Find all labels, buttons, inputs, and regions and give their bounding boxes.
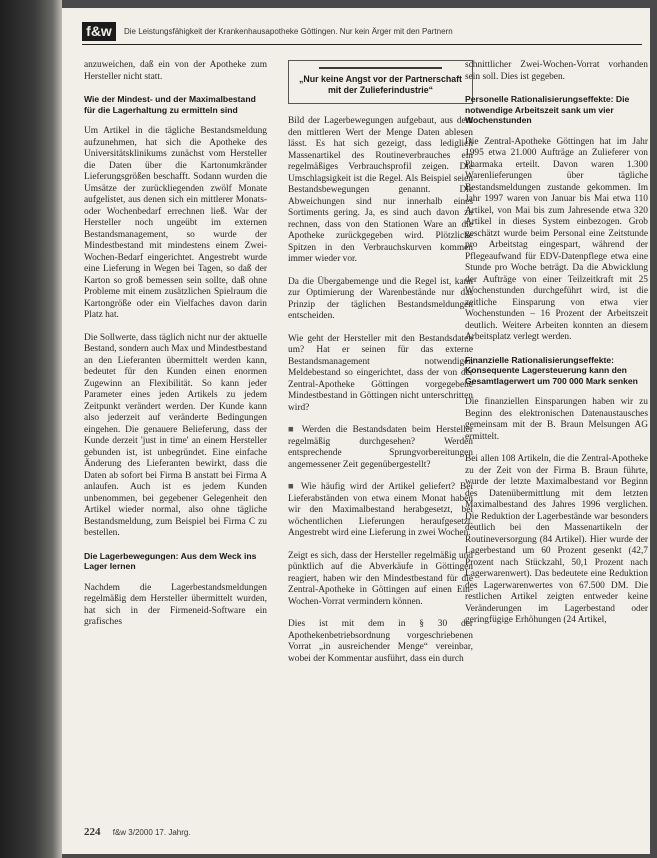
- page-number: 224: [84, 826, 101, 838]
- col3-paragraph-1: Die Zentral-Apotheke Göttingen hat im Jahr 1995 etwa 21.000 Aufträge an Zulieferer von Pharmaka erteilt. Davon waren 1.300 Warenlieferungen über tägliche Bestandsmeldungen zustande gekommen. Im Jahr 1997 waren von Januar bis Mai etwa 110 Artikel, von Mai bis zum Jahresende etwa 320 Artikel in dieses System einbezogen. Grob geschätzt wurde beim Personal eine Zeitstunde pro Arbeitstag eingespart, während der Pflegeaufwand für EDV-Datenpflege etwa eine Stunde pro Woche beträgt. Da die Abwicklung der Aufträge von einer Teilzeitkraft mit 25 Wochenstunden durchgeführt wird, ist die zeitliche Einsparung von etwa vier Wochenstunden – 16 Prozent der Arbeitszeit deutlich. Weitere Arbeiten konnten an diesem Arbeitsplatz verlegt werden.: [465, 136, 648, 342]
- col3-paragraph-0: schnittlicher Zwei-Wochen-Vorrat vorhanden sein soll. Dies ist gegeben.: [465, 60, 648, 82]
- pull-quote-rule: [319, 67, 442, 69]
- col3-paragraph-3: Bei allen 108 Artikeln, die die Zentral-Apotheke zu der Zeit von der Firma B. Braun führte, wurde der letzte Maximalbestand vor Beginn des Datenübermittlung mit dem letzten Maximalbestand des Jahres 1996 verglichen. Die Reduktion der Lagerbestände war besonders deutlich bei den Massenartikeln der Routineversorgung (84 Artikel). Hier wurde der Lagerbestand um 60 Prozent gesenkt (42,7 Prozent nach Stückzahl, 50,1 Prozent nach Lagerwarenwert). Das bedeutete eine Reduktion des Lagerwarenwertes von 67.500 DM. Die restlichen Artikel zeigten entweder keine Veränderungen im Lagerbestand oder geringfügige Erhöhungen (24 Artikel,: [465, 454, 648, 625]
- magazine-logo: f&w: [82, 22, 116, 41]
- column-2: [288, 60, 473, 676]
- col1-heading-2: Die Lagerbewegungen: Aus dem Weck ins Lager lernen: [84, 550, 257, 571]
- col2-bullet-1-text: Werden die Bestandsdaten beim Hersteller regelmäßig durchgesehen? Werden entsprechende Sprungvorbereitungen angemessener Zeit gegenübergestellt?: [288, 425, 473, 470]
- pull-quote-text: „Nur keine Angst vor der Partnerschaft mit der Zulieferindustrie“: [299, 74, 462, 95]
- col1-heading-1: Wie der Mindest- und der Maximalbestand für die Lagerhaltung zu ermitteln sind: [84, 94, 256, 115]
- col2-bullet-2: [288, 482, 473, 540]
- col1-intro: anzuweichen, daß ein von der Apotheke zum Hersteller nicht statt.: [84, 60, 267, 82]
- column-1: [84, 60, 267, 640]
- page-footer: [84, 826, 484, 838]
- bullet-icon: ■: [288, 425, 302, 435]
- col1-paragraph-3: Nachdem die Lagerbestandsmeldungen regelmäßig dem Hersteller übermittelt wurden, hat sich in der Firmeneid-Software ein grafisches: [84, 582, 267, 627]
- magazine-page: [62, 8, 650, 854]
- issue-info: f&w 3/2000 17. Jahrg.: [112, 828, 191, 837]
- bullet-icon: ■: [288, 482, 301, 492]
- col1-paragraph-1: Um Artikel in die tägliche Bestandsmeldung aufzunehmen, hat sich die Apotheke des Universitätsklinikums zunächst vom Hersteller die Daten über die Kartonumkränder Lieferungsgrößen beschafft. Sodann wurden die Umsätze der zurückliegenden zwölf Monate aufgelistet, aus denen sich ein mittlerer Monats- oder Wochenbedarf errechnen ließ. War der Hersteller noch ungeübt im externen Bestandsmanagement, so wurde der Mindestbestand mit mindestens einem Zwei-Wochen-Bedarf eingerichtet. Angestrebt wurde eine Lieferung in Wegen bei Tagen, so daß der Karton so groß bemessen sein sollte, daß ohne Probleme mit einem zusätzlichen Spielraum die Kartongröße oder ein Vielfaches davon darin Platz hat.: [84, 126, 267, 320]
- pull-quote-box: [288, 60, 473, 104]
- col3-heading-1: Personelle Rationalisierungseffekte: Die notwendige Arbeitszeit sank um vier Wochenstunden: [465, 94, 630, 125]
- col3-paragraph-2: Die finanziellen Einsparungen haben wir zu Beginn des elektronischen Datenaustausches gemeinsam mit der B. Braun Melsungen AG ermittelt.: [465, 397, 648, 442]
- col2-paragraph-1: Bild der Lagerbewegungen aufgebaut, aus dem den mittleren Wert der Menge Daten ablesen lässt. Es hat sich gezeigt, dass lediglich Massenartikel des Routineverbrauches ein regelmäßiges Verbrauchsprofil zeigen. Die Umschlagsigkeit ist die Regel. Als Beispiel seien Bestandsbewegungen genannt. Die Abweichungen sind nur innerhalb eines Sortiments gering. Ja, es sind auch davon zu rechnen, dass von den Stationen Ware an die Apotheke zurückgegeben wird. Plötzliche Spitzen in den Verbrauchskurven kommen immer wieder vor.: [288, 116, 473, 264]
- column-3: [465, 60, 648, 638]
- book-spine-shadow: [0, 0, 62, 858]
- col2-bullet-1: [288, 425, 473, 471]
- col1-paragraph-2: Die Sollwerte, dass täglich nicht nur der aktuelle Bestand, sondern auch Max und Mindestbestand an den Lieferanten übermittelt werden kann, bedeutet für den Kunden einen enormen Zugewinn an Flexibilität. So kann jeder Parameter eines jeden Artikels zu jedem Zeitpunkt verändert werden. Der Kunde kann also jederzeit auf veränderte Bedingungen eingehen. Die genauere Belieferung, dass der Kunde derzeit 'just in time' an einem Hersteller gebunden ist, ist unbegründet. Eine einfache Änderung des Lieferanten bewirkt, dass die Daten ab sofort bei Firma B anstatt bei Firma A anlaufen. Auch ist es jedem Kunden unbenommen, bei gegebener Gelegenheit den Artikel wieder normal, also ohne tägliche Bestandsmeldung, zum Beispiel bei Firma C zu bestellen.: [84, 332, 267, 538]
- col3-heading-2: Finanzielle Rationalisierungseffekte: Konsequente Lagersteuerung kann den Gesamtlagerwert um 700 000 Mark senken: [465, 354, 638, 386]
- page-header: [82, 22, 642, 45]
- running-title: Die Leistungsfähigkeit der Krankenhausapotheke Göttingen. Nur kein Ärger mit den Partnern: [124, 27, 453, 36]
- col2-paragraph-3: Wie geht der Hersteller mit den Bestandsdaten um? Hat er seinen für das externe Bestandsmanagement notwendigen Meldebestand so eingerichtet, dass der von der Zentral-Apotheke Göttingen vorgegebene Mindestbestand in Göttingen nicht unterschritten wird?: [288, 333, 473, 413]
- col2-paragraph-5: Dies ist mit dem in § 30 der Apothekenbetriebsordnung vorgeschriebenen Vorrat „in ausreichender Menge“ vereinbar, wobei der Kommentar ausführt, dass ein durch: [288, 619, 473, 664]
- col2-paragraph-4: Zeigt es sich, dass der Hersteller regelmäßig und pünktlich auf die Abverkäufe in Göttingen reagiert, haben wir den Mindestbestand für die Zentral-Apotheke in Göttingen auf einen Ein-Wochen-Vorrat vermindern können.: [288, 550, 473, 607]
- col2-bullet-2-text: Wie häufig wird der Artikel geliefert? Bei Lieferabständen von etwa einem Monat haben wir den Maximalbestand herabgesetzt, bei wöchentlichen Lieferungen heraufgesetzt. Angestrebt wird eine Lieferung in zwei Wochen.: [288, 482, 473, 538]
- col2-paragraph-2: Da die Übergabemenge und die Regel ist, kann zur Optimierung der Warenbestände nur das Prinzip der täglichen Bestandsmeldungen entscheiden.: [288, 276, 473, 321]
